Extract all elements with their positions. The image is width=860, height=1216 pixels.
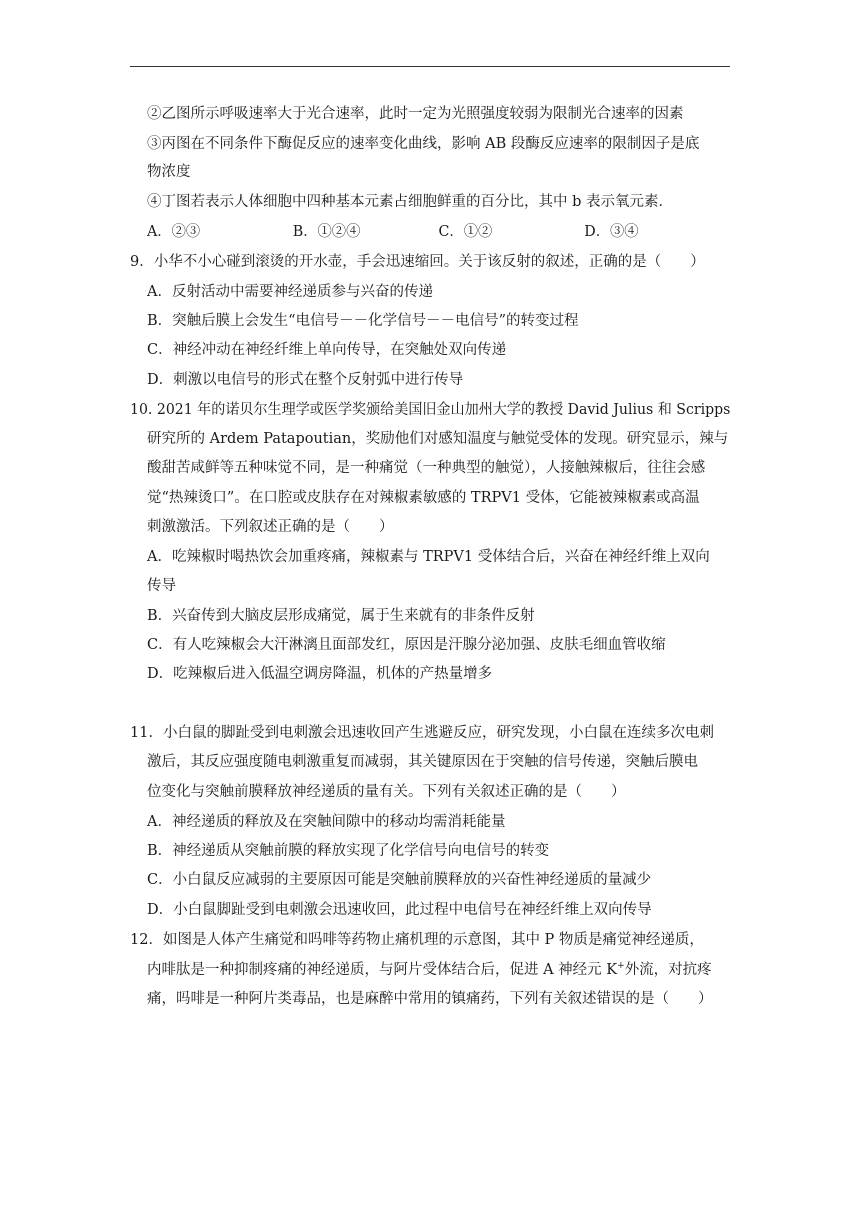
q8-choice-a: A．②③ xyxy=(147,224,201,240)
q11-stem-2: 激后，其反应强度随电刺激重复而减弱，其关键原因在于突触的信号传递，突触后膜电 xyxy=(147,754,698,770)
q10-option-d: D．吃辣椒后进入低温空调房降温，机体的产热量增多 xyxy=(147,666,493,682)
q10-stem-1: 10. 2021 年的诺贝尔生理学或医学奖颁给美国旧金山加州大学的教授 David Julius 和 Scripps xyxy=(130,402,731,418)
q11-stem-3: 位变化与突触前膜释放神经递质的量有关。下列有关叙述正确的是（ ） xyxy=(147,784,626,800)
q8-item-3-cont: 物浓度 xyxy=(147,164,191,180)
q11-option-b: B．神经递质从突触前膜的释放实现了化学信号向电信号的转变 xyxy=(147,843,550,859)
q9-option-b: B．突触后膜上会发生“电信号－－化学信号－－电信号”的转变过程 xyxy=(147,313,579,329)
q12-stem-1: 12．如图是人体产生痛觉和吗啡等药物止痛机理的示意图，其中 P 物质是痛觉神经递质， xyxy=(130,932,704,948)
q8-choice-d: D．③④ xyxy=(584,224,639,240)
q8-item-2: ②乙图所示呼吸速率大于光合速率，此时一定为光照强度较弱为限制光合速率的因素 xyxy=(147,106,684,122)
q9-option-a: A．反射活动中需要神经递质参与兴奋的传递 xyxy=(147,284,433,300)
q9-option-c: C．神经冲动在神经纤维上单向传导，在突触处双向传递 xyxy=(147,342,507,358)
q10-stem-2: 研究所的 Ardem Patapoutian，奖励他们对感知温度与触觉受体的发现。研究显示，辣与 xyxy=(147,431,729,447)
q8-choice-b: B．①②④ xyxy=(292,224,361,240)
q10-option-b: B．兴奋传到大脑皮层形成痛觉，属于生来就有的非条件反射 xyxy=(147,608,535,624)
q12-stem-2b: 外流，对抗疼 xyxy=(624,962,712,978)
q10-stem-3: 酸甜苦咸鲜等五种味觉不同，是一种痛觉（一种典型的触觉），人接触辣椒后，往往会感 xyxy=(147,460,706,476)
q12-stem-3: 痛，吗啡是一种阿片类毒品，也是麻醉中常用的镇痛药，下列有关叙述错误的是（ ） xyxy=(147,991,713,1007)
q10-stem-4: 觉“热辣烫口”。在口腔或皮肤存在对辣椒素敏感的 TRPV1 受体，它能被辣椒素或高温 xyxy=(147,490,700,506)
q10-option-c: C．有人吃辣椒会大汗淋漓且面部发红，原因是汗腺分泌加强、皮肤毛细血管收缩 xyxy=(147,637,666,653)
potassium-charge: + xyxy=(617,961,625,972)
q8-choice-c: C．①② xyxy=(438,224,493,240)
q12-stem-2 xyxy=(147,960,712,980)
q11-option-c: C．小白鼠反应减弱的主要原因可能是突触前膜释放的兴奋性神经递质的量减少 xyxy=(147,872,652,888)
q10-option-a-cont: 传导 xyxy=(147,578,176,594)
q12-stem-2a: 内啡肽是一种抑制疼痛的神经递质，与阿片受体结合后，促进 A 神经元 K xyxy=(147,962,618,978)
q8-item-4: ④丁图若表示人体细胞中四种基本元素占细胞鲜重的百分比，其中 b 表示氧元素． xyxy=(147,194,673,210)
q11-option-d: D．小白鼠脚趾受到电刺激会迅速收回，此过程中电信号在神经纤维上双向传导 xyxy=(147,902,652,918)
header-rule xyxy=(130,66,730,67)
q8-item-3: ③丙图在不同条件下酶促反应的速率变化曲线，影响 AB 段酶反应速率的限制因子是底 xyxy=(147,136,700,152)
q10-stem-5: 刺激激活。下列叙述正确的是（ ） xyxy=(147,519,394,535)
q8-choices xyxy=(147,222,698,242)
q9-stem: 9．小华不小心碰到滚烫的开水壶，手会迅速缩回。关于该反射的叙述，正确的是（ ） xyxy=(130,254,705,270)
q11-option-a: A．神经递质的释放及在突触间隙中的移动均需消耗能量 xyxy=(147,814,506,830)
q10-option-a: A．吃辣椒时喝热饮会加重疼痛，辣椒素与 TRPV1 受体结合后，兴奋在神经纤维上双向 xyxy=(147,549,710,565)
q11-stem-1: 11．小白鼠的脚趾受到电刺激会迅速收回产生逃避反应，研究发现，小白鼠在连续多次电刺 xyxy=(130,725,714,741)
q9-option-d: D．刺激以电信号的形式在整个反射弧中进行传导 xyxy=(147,372,464,388)
